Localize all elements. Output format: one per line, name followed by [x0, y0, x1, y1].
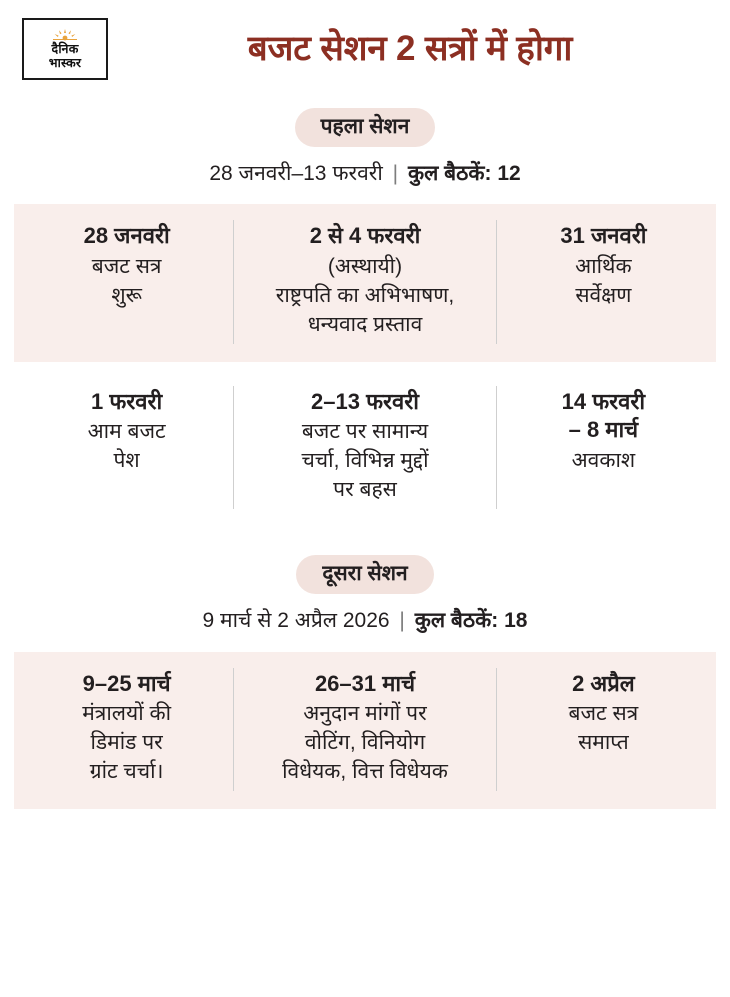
page-title: बजट सेशन 2 सत्रों में होगा: [247, 28, 573, 68]
session-1-separator: |: [392, 162, 399, 186]
session-2-row-1: [14, 652, 716, 810]
session-1-dates: 28 जनवरी–13 फरवरी: [209, 162, 383, 186]
cell-desc: अनुदान मांगों पर वोटिंग, विनियोग विधेयक, वित्त विधेयक: [282, 702, 448, 784]
cell-desc: बजट पर सामान्य चर्चा, विभिन्न मुद्दों पर बहस: [301, 420, 429, 502]
session-2-meetings-label: कुल बैठकें:: [414, 609, 499, 633]
session-2-row-1-cell-3: [496, 668, 710, 792]
header: [0, 0, 730, 86]
session-1-row-2-cell-3: [496, 386, 710, 510]
session-1-row-1-cell-3: [496, 220, 710, 344]
session-1-meetings-count: 12: [497, 162, 521, 186]
session-2-row-1-cell-2: [233, 668, 496, 792]
session-2-row-1-cell-1: [20, 668, 233, 792]
cell-date: 2–13 फरवरी: [311, 388, 419, 414]
session-2-dates: 9 मार्च से 2 अप्रैल 2026: [202, 609, 390, 633]
cell-date: 14 फरवरी – 8 मार्च: [561, 388, 646, 443]
cell-date: 1 फरवरी: [90, 388, 163, 414]
session-1-row-1-cell-2: [233, 220, 496, 344]
cell-date: 28 जनवरी: [83, 223, 170, 249]
session-1-subline: [0, 161, 730, 186]
cell-date: 2 अप्रैल: [572, 670, 635, 696]
cell-desc: (अस्थायी) राष्ट्रपति का अभिभाषण, धन्यवाद प्रस्ताव: [275, 254, 455, 336]
brand-logo: [22, 18, 108, 80]
session-1-pill: पहला सेशन: [295, 108, 436, 147]
session-1-row-2-cell-1: [20, 386, 233, 510]
session-2-separator: |: [399, 609, 405, 633]
cell-desc: बजट सत्र समाप्त: [568, 702, 639, 755]
session-1-heading: [0, 108, 730, 147]
session-1-row-2-cell-2: [233, 386, 496, 510]
logo-line-2: भास्कर: [48, 55, 82, 70]
session-2-meetings-count: 18: [504, 609, 528, 633]
session-2-heading: [0, 555, 730, 594]
session-1-meetings-label: कुल बैठकें:: [407, 162, 492, 186]
cell-date: 31 जनवरी: [560, 223, 647, 249]
session-1-row-1: [14, 204, 716, 362]
session-2-pill: दूसरा सेशन: [296, 555, 433, 594]
cell-date: 9–25 मार्च: [82, 670, 171, 696]
cell-desc: आर्थिक सर्वेक्षण: [575, 254, 632, 307]
session-2-subline: [0, 608, 730, 633]
cell-desc: बजट सत्र शुरू: [91, 254, 162, 307]
session-1-row-2: [14, 368, 716, 528]
logo-line-1: दैनिक: [51, 42, 79, 57]
cell-date: 2 से 4 फरवरी: [309, 223, 421, 249]
cell-desc: अवकाश: [571, 448, 636, 472]
session-1-row-1-cell-1: [20, 220, 233, 344]
cell-desc: मंत्रालयों की डिमांड पर ग्रांट चर्चा।: [82, 702, 172, 784]
cell-desc: आम बजट पेश: [87, 420, 166, 473]
cell-date: 26–31 मार्च: [314, 670, 416, 696]
sun-icon: [52, 28, 78, 41]
